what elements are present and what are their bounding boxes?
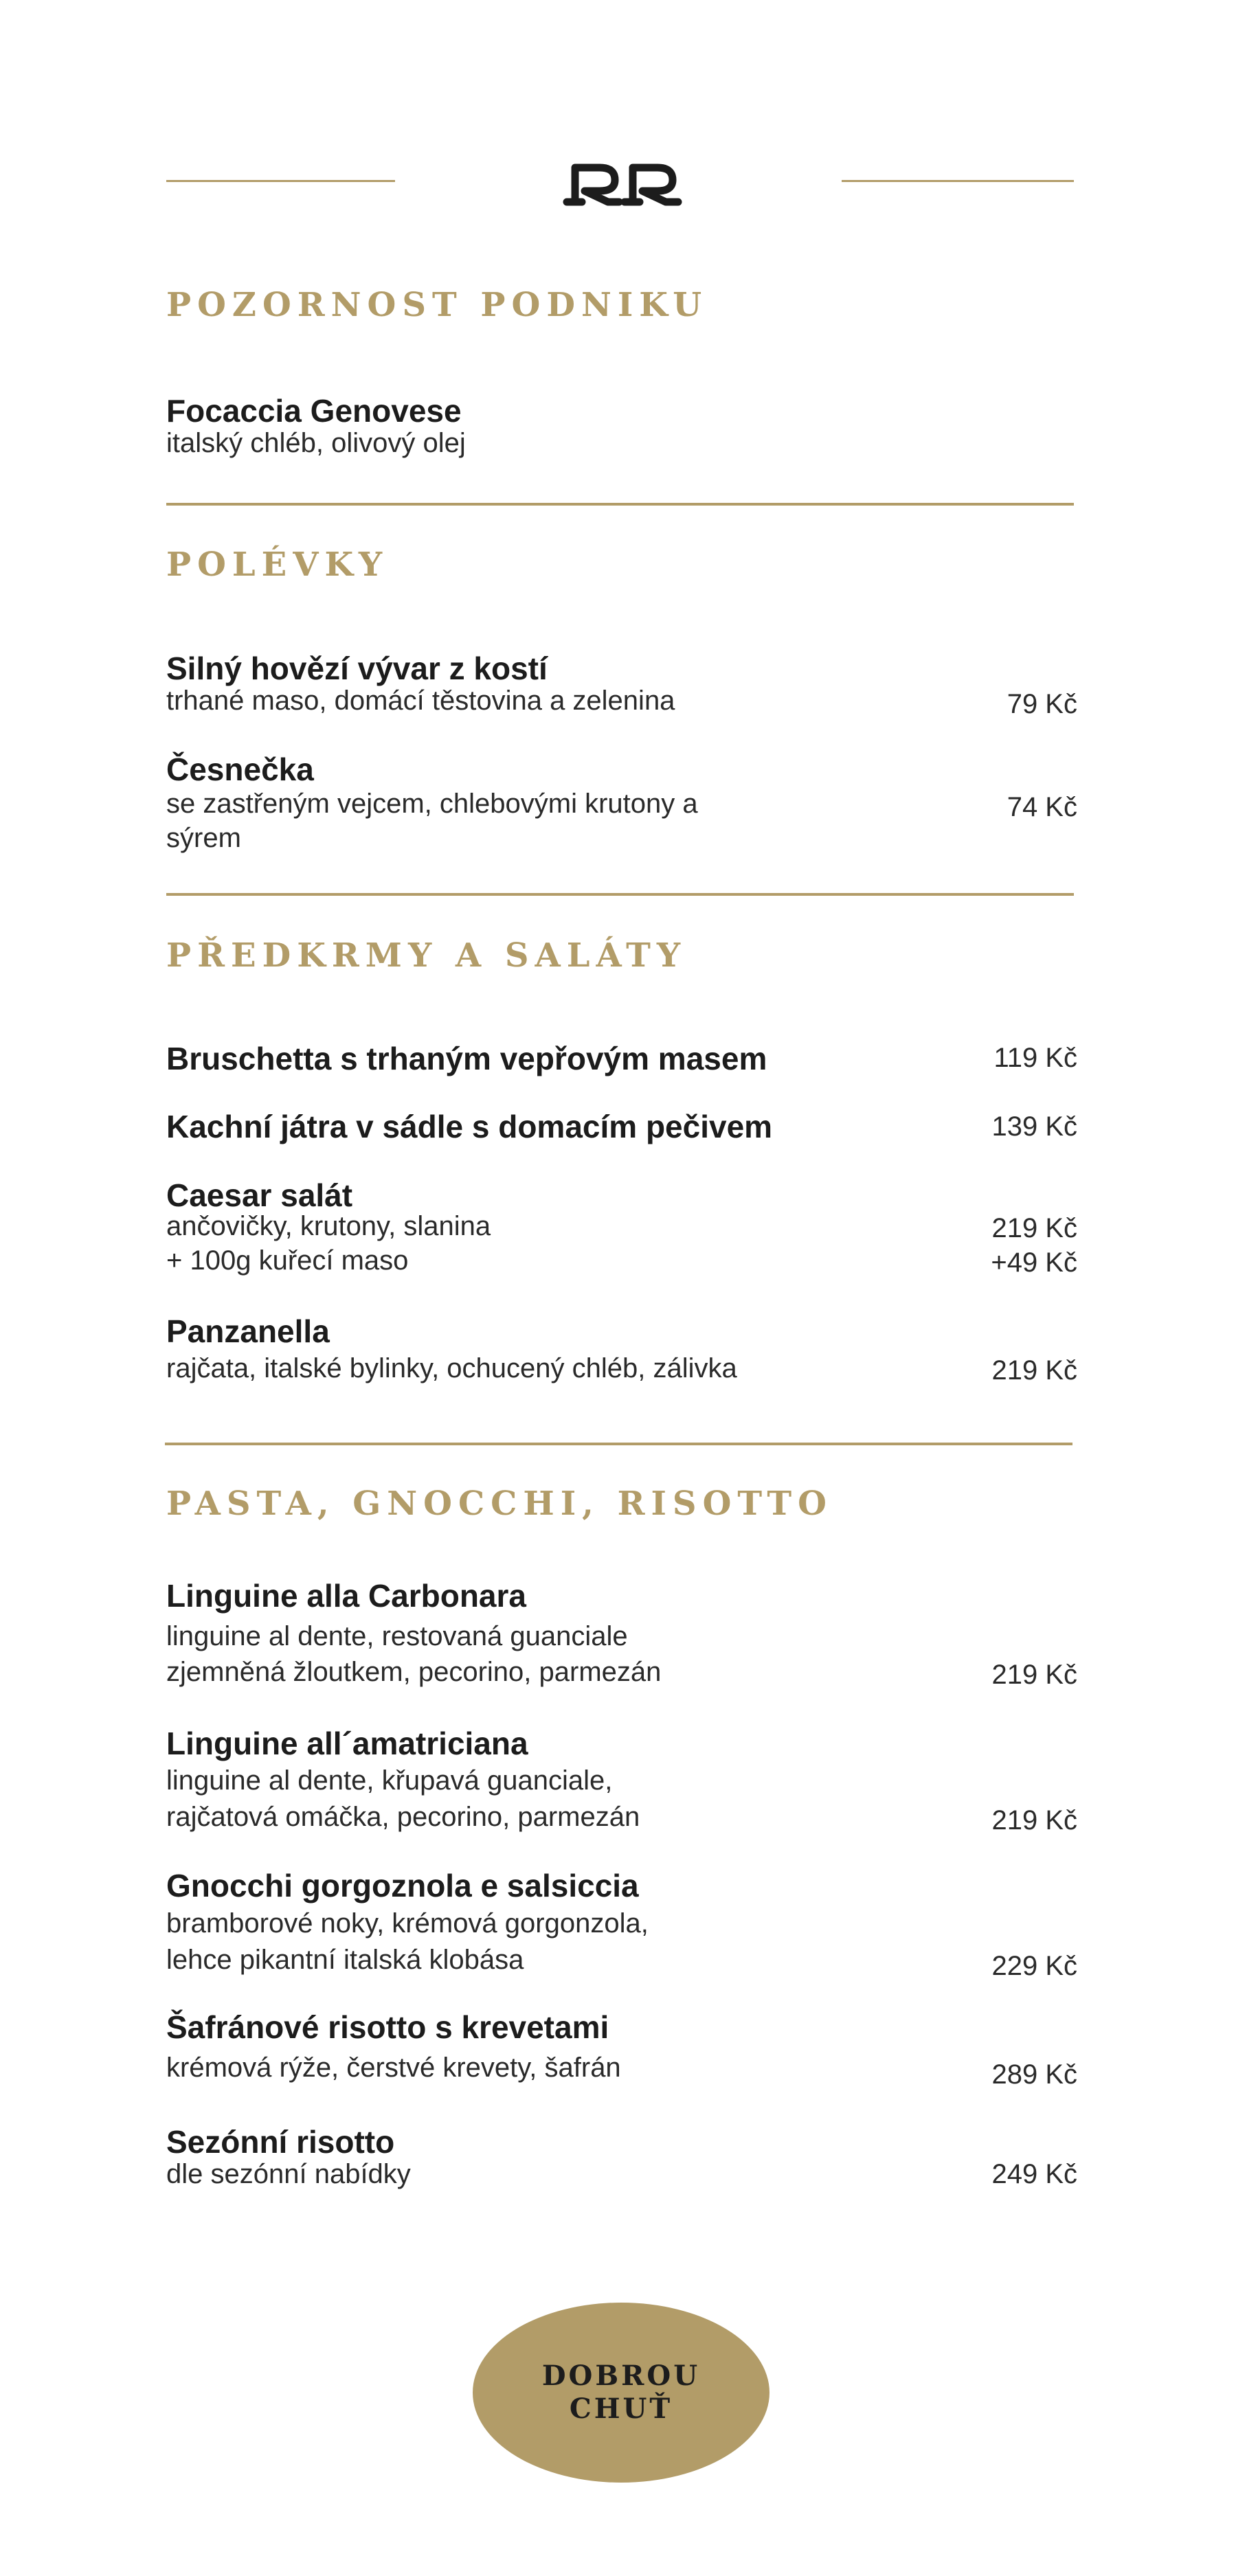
item-price-cesnecka: 74 Kč (1007, 792, 1077, 822)
item-name-kachni-jatra: Kachní játra v sádle s domacím pečivem (166, 1109, 773, 1144)
item-desc-focaccia: italský chléb, olivový olej (166, 428, 466, 458)
item-price-vyvar: 79 Kč (1007, 689, 1077, 719)
section-divider (166, 893, 1074, 896)
item-price-kachni-jatra: 139 Kč (991, 1111, 1077, 1142)
item-desc-sezonni-risotto: dle sezónní nabídky (166, 2159, 411, 2189)
item-desc-vyvar: trhané maso, domácí těstovina a zelenina (166, 686, 675, 716)
item-price-safranove-risotto: 289 Kč (991, 2059, 1077, 2090)
item-desc-caesar-line1: ančovičky, krutony, slanina (166, 1211, 491, 1241)
item-price-caesar: 219 Kč (991, 1213, 1077, 1243)
item-desc-carbonara-line1: linguine al dente, restovaná guanciale (166, 1621, 628, 1651)
item-name-sezonni-risotto: Sezónní risotto (166, 2124, 395, 2160)
item-name-bruschetta: Bruschetta s trhaným vepřovým masem (166, 1041, 767, 1076)
section-title-predkrmy: PŘEDKRMY A SALÁTY (166, 936, 687, 975)
header-right-rule (842, 180, 1074, 182)
item-desc-amatriciana-line2: rajčatová omáčka, pecorino, parmezán (166, 1802, 640, 1832)
item-desc-cesnecka-line1: se zastřeným vejcem, chlebovými krutony a (166, 789, 698, 819)
section-divider (166, 503, 1074, 506)
item-name-carbonara: Linguine alla Carbonara (166, 1578, 526, 1614)
header-left-rule (166, 180, 395, 182)
item-desc-amatriciana-line1: linguine al dente, křupavá guanciale, (166, 1765, 613, 1796)
item-name-vyvar: Silný hovězí vývar z kostí (166, 651, 548, 686)
dobrou-chut-badge (473, 2303, 769, 2483)
section-title-pozornost: POZORNOST PODNIKU (166, 286, 708, 324)
item-name-cesnecka: Česnečka (166, 752, 314, 787)
item-desc-gnocchi-line1: bramborové noky, krémová gorgonzola, (166, 1908, 649, 1939)
item-name-amatriciana: Linguine all´amatriciana (166, 1726, 528, 1761)
item-price-carbonara: 219 Kč (991, 1660, 1077, 1690)
item-desc-caesar-line2: + 100g kuřecí maso (166, 1245, 409, 1276)
item-name-caesar: Caesar salát (166, 1177, 353, 1213)
item-name-safranove-risotto: Šafránové risotto s krevetami (166, 2009, 609, 2045)
item-price-sezonni-risotto: 249 Kč (991, 2159, 1077, 2189)
item-price-amatriciana: 219 Kč (991, 1805, 1077, 1835)
section-title-pasta: PASTA, GNOCCHI, RISOTTO (166, 1484, 833, 1523)
section-divider (165, 1443, 1072, 1445)
item-name-panzanella: Panzanella (166, 1313, 330, 1349)
badge-line2: CHUŤ (569, 2393, 673, 2425)
badge-line1: DOBROU (541, 2360, 701, 2392)
item-price-bruschetta: 119 Kč (993, 1043, 1077, 1073)
item-price-gnocchi: 229 Kč (991, 1951, 1077, 1981)
item-desc-gnocchi-line2: lehce pikantní italská klobása (166, 1945, 524, 1975)
section-title-polevky: POLÉVKY (166, 545, 389, 584)
item-desc-cesnecka-line2: sýrem (166, 823, 241, 853)
item-extra-price-caesar: +49 Kč (991, 1247, 1077, 1278)
item-desc-panzanella: rajčata, italské bylinky, ochucený chléb, zálivka (166, 1353, 737, 1383)
item-desc-carbonara-line2: zjemněná žloutkem, pecorino, parmezán (166, 1657, 662, 1687)
item-name-gnocchi: Gnocchi gorgoznola e salsiccia (166, 1868, 639, 1903)
item-name-focaccia: Focaccia Genovese (166, 393, 462, 429)
item-desc-safranove-risotto: krémová rýže, čerstvé krevety, šafrán (166, 2053, 621, 2083)
rr-monogram-icon (560, 159, 684, 207)
item-price-panzanella: 219 Kč (991, 1355, 1077, 1386)
